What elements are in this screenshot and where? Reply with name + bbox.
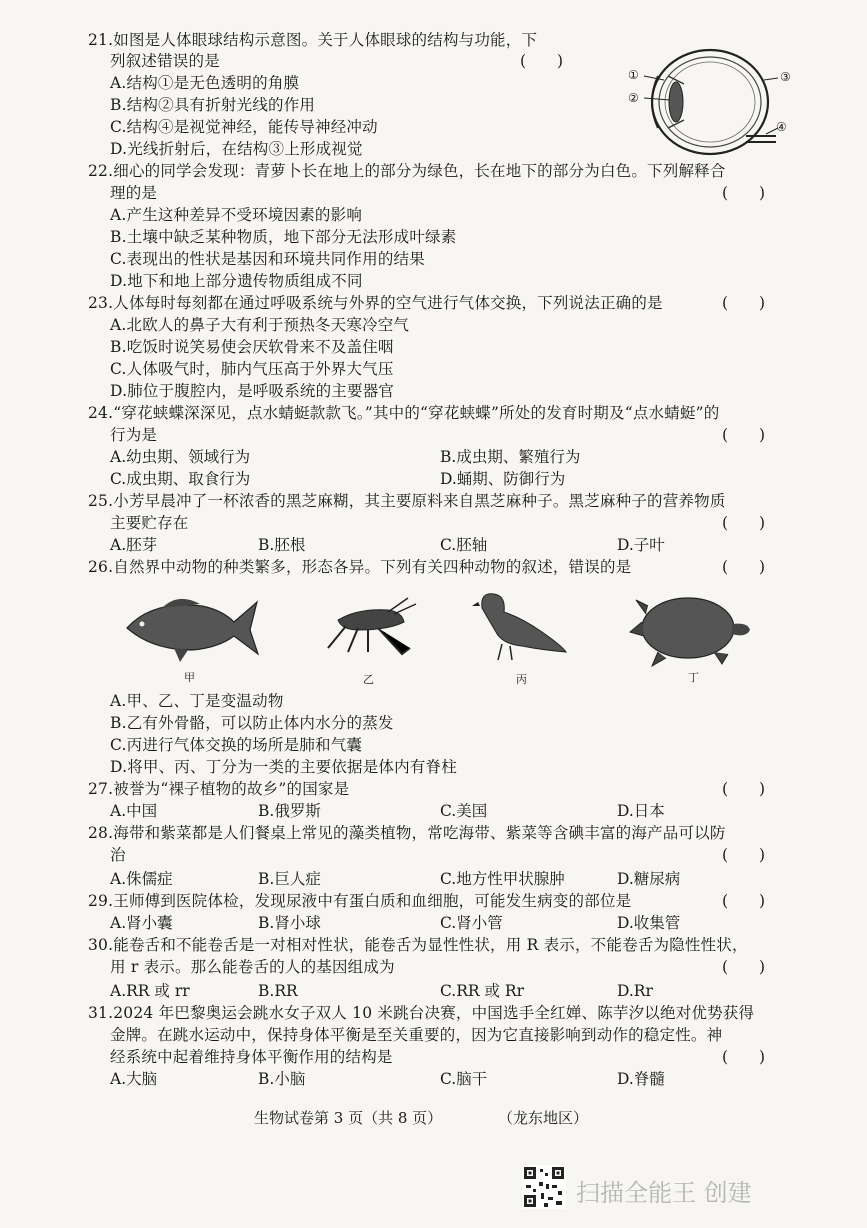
q30-stem-line1: 30.能卷舌和不能卷舌是一对相对性状，能卷舌为显性性状，用 R 表示，不能卷舌为隐性性状， xyxy=(88,936,748,954)
q24-answer-paren: ( ) xyxy=(722,426,766,444)
eye-label-2: ② xyxy=(628,91,639,105)
q27-stem-line1: 27.被誉为“裸子植物的故乡”的国家是 xyxy=(88,780,350,798)
q22-stem-line1: 22.细心的同学会发现：青萝卜长在地上的部分为绿色，长在地下的部分为白色。下列解释合 xyxy=(88,162,726,180)
q21-option-a: A.结构①是无色透明的角膜 xyxy=(110,74,300,92)
qr-code-icon xyxy=(522,1165,566,1209)
q30-option-d: D.Rr xyxy=(617,982,653,1000)
q24-stem-line2: 行为是 xyxy=(110,426,158,444)
q27-option-c: C.美国 xyxy=(440,802,488,820)
eye-label-1: ① xyxy=(628,68,639,82)
q25-option-a: A.胚芽 xyxy=(110,536,158,554)
q27-option-a: A.中国 xyxy=(110,802,158,820)
q24-option-d: D.蛹期、防御行为 xyxy=(440,470,566,488)
q23-option-c: C.人体吸气时，肺内气压高于外界大气压 xyxy=(110,360,394,378)
eye-label-4: ④ xyxy=(776,120,787,134)
q25-option-c: C.胚轴 xyxy=(440,536,488,554)
q28-stem-line1: 28.海带和紫菜都是人们餐桌上常见的藻类植物，常吃海带、紫菜等含碘丰富的海产品可以防 xyxy=(88,824,726,842)
q29-option-c: C.肾小管 xyxy=(440,914,503,932)
q29-stem-line1: 29.王师傅到医院体检，发现尿液中有蛋白质和血细胞，可能发生病变的部位是 xyxy=(88,892,632,910)
q23-option-b: B.吃饭时说笑易使会厌软骨来不及盖住咽 xyxy=(110,338,394,356)
q23-answer-paren: ( ) xyxy=(722,294,766,312)
q24-option-b: B.成虫期、繁殖行为 xyxy=(440,448,581,466)
q30-answer-paren: ( ) xyxy=(722,958,766,976)
q27-option-d: D.日本 xyxy=(617,802,665,820)
q31-answer-paren: ( ) xyxy=(722,1048,766,1066)
page-footer-region: （龙东地区） xyxy=(498,1109,589,1127)
fish-illustration xyxy=(122,588,262,668)
turtle-illustration xyxy=(628,592,752,668)
q25-stem-line1: 25.小芳早晨冲了一杯浓香的黑芝麻糊，其主要原料来自黑芝麻种子。黑芝麻种子的营养物质 xyxy=(88,492,726,510)
q21-option-c: C.结构④是视觉神经，能传导神经冲动 xyxy=(110,118,378,136)
q31-option-a: A.大脑 xyxy=(110,1070,158,1088)
q26-option-c: C.丙进行气体交换的场所是肺和气囊 xyxy=(110,736,363,754)
q21-stem-line1: 21.如图是人体眼球结构示意图。关于人体眼球的结构与功能，下 xyxy=(88,31,538,49)
q21-option-b: B.结构②具有折射光线的作用 xyxy=(110,96,316,114)
q28-stem-line2: 治 xyxy=(110,846,126,864)
q24-option-a: A.幼虫期、领域行为 xyxy=(110,448,251,466)
q22-option-d: D.地下和地上部分遗传物质组成不同 xyxy=(110,272,363,290)
q22-option-c: C.表现出的性状是基因和环境共同作用的结果 xyxy=(110,250,425,268)
q29-answer-paren: ( ) xyxy=(722,892,766,910)
eye-label-3: ③ xyxy=(780,70,791,84)
q22-option-b: B.土壤中缺乏某种物质，地下部分无法形成叶绿素 xyxy=(110,228,457,246)
q30-option-c: C.RR 或 Rr xyxy=(440,982,525,1000)
q28-option-b: B.巨人症 xyxy=(258,870,321,888)
q21-stem-line2: 列叙述错误的是 xyxy=(110,52,220,70)
q28-option-a: A.侏儒症 xyxy=(110,870,173,888)
q25-option-d: D.子叶 xyxy=(617,536,665,554)
q28-answer-paren: ( ) xyxy=(722,846,766,864)
q27-answer-paren: ( ) xyxy=(722,780,766,798)
q25-answer-paren: ( ) xyxy=(722,514,766,532)
q28-option-c: C.地方性甲状腺肿 xyxy=(440,870,565,888)
q25-option-b: B.胚根 xyxy=(258,536,306,554)
page-footer: 生物试卷第 3 页（共 8 页） xyxy=(254,1109,443,1127)
eyeball-diagram xyxy=(628,36,798,166)
q23-option-a: A.北欧人的鼻子大有利于预热冬天寒冷空气 xyxy=(110,316,410,334)
grasshopper-illustration xyxy=(318,590,418,660)
q28-option-d: D.糖尿病 xyxy=(617,870,681,888)
q24-option-c: C.成虫期、取食行为 xyxy=(110,470,251,488)
caption-ding: 丁 xyxy=(688,671,699,684)
q31-stem-line2: 金牌。在跳水运动中，保持身体平衡是至关重要的，因为它直接影响到动作的稳定性。神 xyxy=(110,1026,723,1044)
q29-option-d: D.收集管 xyxy=(617,914,681,932)
q31-option-c: C.脑干 xyxy=(440,1070,488,1088)
q26-option-b: B.乙有外骨骼，可以防止体内水分的蒸发 xyxy=(110,714,394,732)
q31-option-d: D.脊髓 xyxy=(617,1070,665,1088)
pigeon-illustration xyxy=(472,588,568,664)
q30-option-a: A.RR 或 rr xyxy=(110,982,190,1000)
caption-yi: 乙 xyxy=(363,673,374,686)
q30-stem-line2: 用 r 表示。那么能卷舌的人的基因组成为 xyxy=(110,958,395,976)
q31-option-b: B.小脑 xyxy=(258,1070,306,1088)
q27-option-b: B.俄罗斯 xyxy=(258,802,321,820)
q26-option-d: D.将甲、丙、丁分为一类的主要依据是体内有脊柱 xyxy=(110,758,457,776)
q26-answer-paren: ( ) xyxy=(722,558,766,576)
q21-option-d: D.光线折射后，在结构③上形成视觉 xyxy=(110,140,363,158)
caption-bing: 丙 xyxy=(516,673,527,686)
q24-stem-line1: 24.“穿花蛱蝶深深见，点水蜻蜓款款飞。”其中的“穿花蛱蝶”所处的发育时期及“点水蜻蜓”的 xyxy=(88,404,720,422)
q25-stem-line2: 主要贮存在 xyxy=(110,514,189,532)
q26-stem-line1: 26.自然界中动物的种类繁多，形态各异。下列有关四种动物的叙述，错误的是 xyxy=(88,558,632,576)
q30-option-b: B.RR xyxy=(258,982,298,1000)
q21-answer-paren: ( ) xyxy=(520,52,564,70)
q23-option-d: D.肺位于腹腔内，是呼吸系统的主要器官 xyxy=(110,382,395,400)
caption-jia: 甲 xyxy=(184,671,195,684)
q22-stem-line2: 理的是 xyxy=(110,184,158,202)
q29-option-a: A.肾小囊 xyxy=(110,914,173,932)
q26-option-a: A.甲、乙、丁是变温动物 xyxy=(110,692,284,710)
camscanner-watermark: 扫描全能王 创建 xyxy=(576,1179,752,1207)
q23-stem-line1: 23.人体每时每刻都在通过呼吸系统与外界的空气进行气体交换，下列说法正确的是 xyxy=(88,294,663,312)
q29-option-b: B.肾小球 xyxy=(258,914,321,932)
q31-stem-line1: 31.2024 年巴黎奥运会跳水女子双人 10 米跳台决赛，中国选手全红婵、陈芋汐以绝对优势获得 xyxy=(88,1004,755,1022)
q22-answer-paren: ( ) xyxy=(722,184,766,202)
q22-option-a: A.产生这种差异不受环境因素的影响 xyxy=(110,206,363,224)
q31-stem-line3: 经系统中起着维持身体平衡作用的结构是 xyxy=(110,1048,393,1066)
